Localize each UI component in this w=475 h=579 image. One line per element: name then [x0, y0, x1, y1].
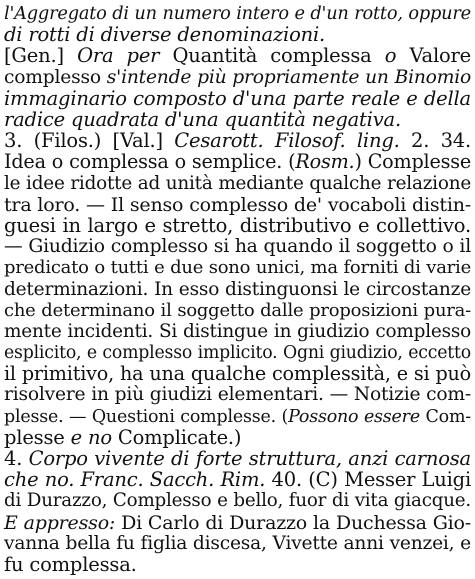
text-line: 4. Corpo vivente di forte struttura, anzi carnosa [4, 447, 471, 471]
text-line: [Gen.] Ora per Quantità complessa o Valore [4, 44, 472, 68]
text-line: vanna bella fu figlia discesa, Vivette anni venzei, e [4, 532, 471, 554]
text-line: esplicito, e complesso implicito. Ogni giudizio, eccetto [4, 343, 471, 364]
text-line: di rotti di diverse denominazioni. [4, 23, 326, 47]
text-line: Idea o complessa o semplice. (Rosm.) Complesse [4, 150, 471, 174]
text-line: tra loro. — Il senso complesso de' vocaboli distin- [4, 193, 471, 216]
text-line: l'Aggregato di un numero intero e d'un rotto, oppure [4, 4, 471, 24]
text-line: immaginario composto d'una parte reale e della [4, 86, 471, 110]
text-line: che determinano il soggetto dalle proposizioni pura- [4, 299, 471, 321]
text-line: il primitivo, ha una qualche complessità, e si può [4, 362, 471, 386]
text-line: risolvere in più giudizi elementari. — Notizie com- [4, 384, 471, 406]
text-line: plesse e no Complicate.) [4, 425, 242, 449]
text-line: di Durazzo, Complesso e bello, fuor di vita giacque. [4, 490, 471, 512]
text-line: radice quadrata d'una quantità negativa. [4, 107, 401, 131]
text-line: E appresso: Di Carlo di Durazzo la Duchessa Gio- [4, 511, 472, 534]
text-line: che no. Franc. Sacch. Rim. 40. (C) Messer Luigi [4, 468, 471, 492]
text-line: le idee ridotte ad unità mediante qualche relazione [4, 172, 471, 194]
text-line: determinazioni. In esso distinguonsi le circostanze [4, 278, 471, 300]
text-line: guesi in largo e stretto, distributivo e collettivo. [4, 213, 471, 237]
text-line: 3. (Filos.) [Val.] Cesarott. Filosof. ling. 2. 34. [4, 129, 472, 153]
text-line: fu complessa. [4, 553, 137, 576]
text-line: — Giudizio complesso si ha quando il soggetto o il [4, 236, 471, 258]
text-line: plesse. — Questioni complesse. (Possono essere Com- [4, 406, 471, 427]
text-line: mente incidenti. Si distingue in giudizio complesso [4, 320, 471, 342]
text-line: predicato o tutti e due sono unici, ma forniti di varie [4, 257, 471, 279]
text-line: complesso s'intende più propriamente un Binomio [4, 66, 471, 88]
